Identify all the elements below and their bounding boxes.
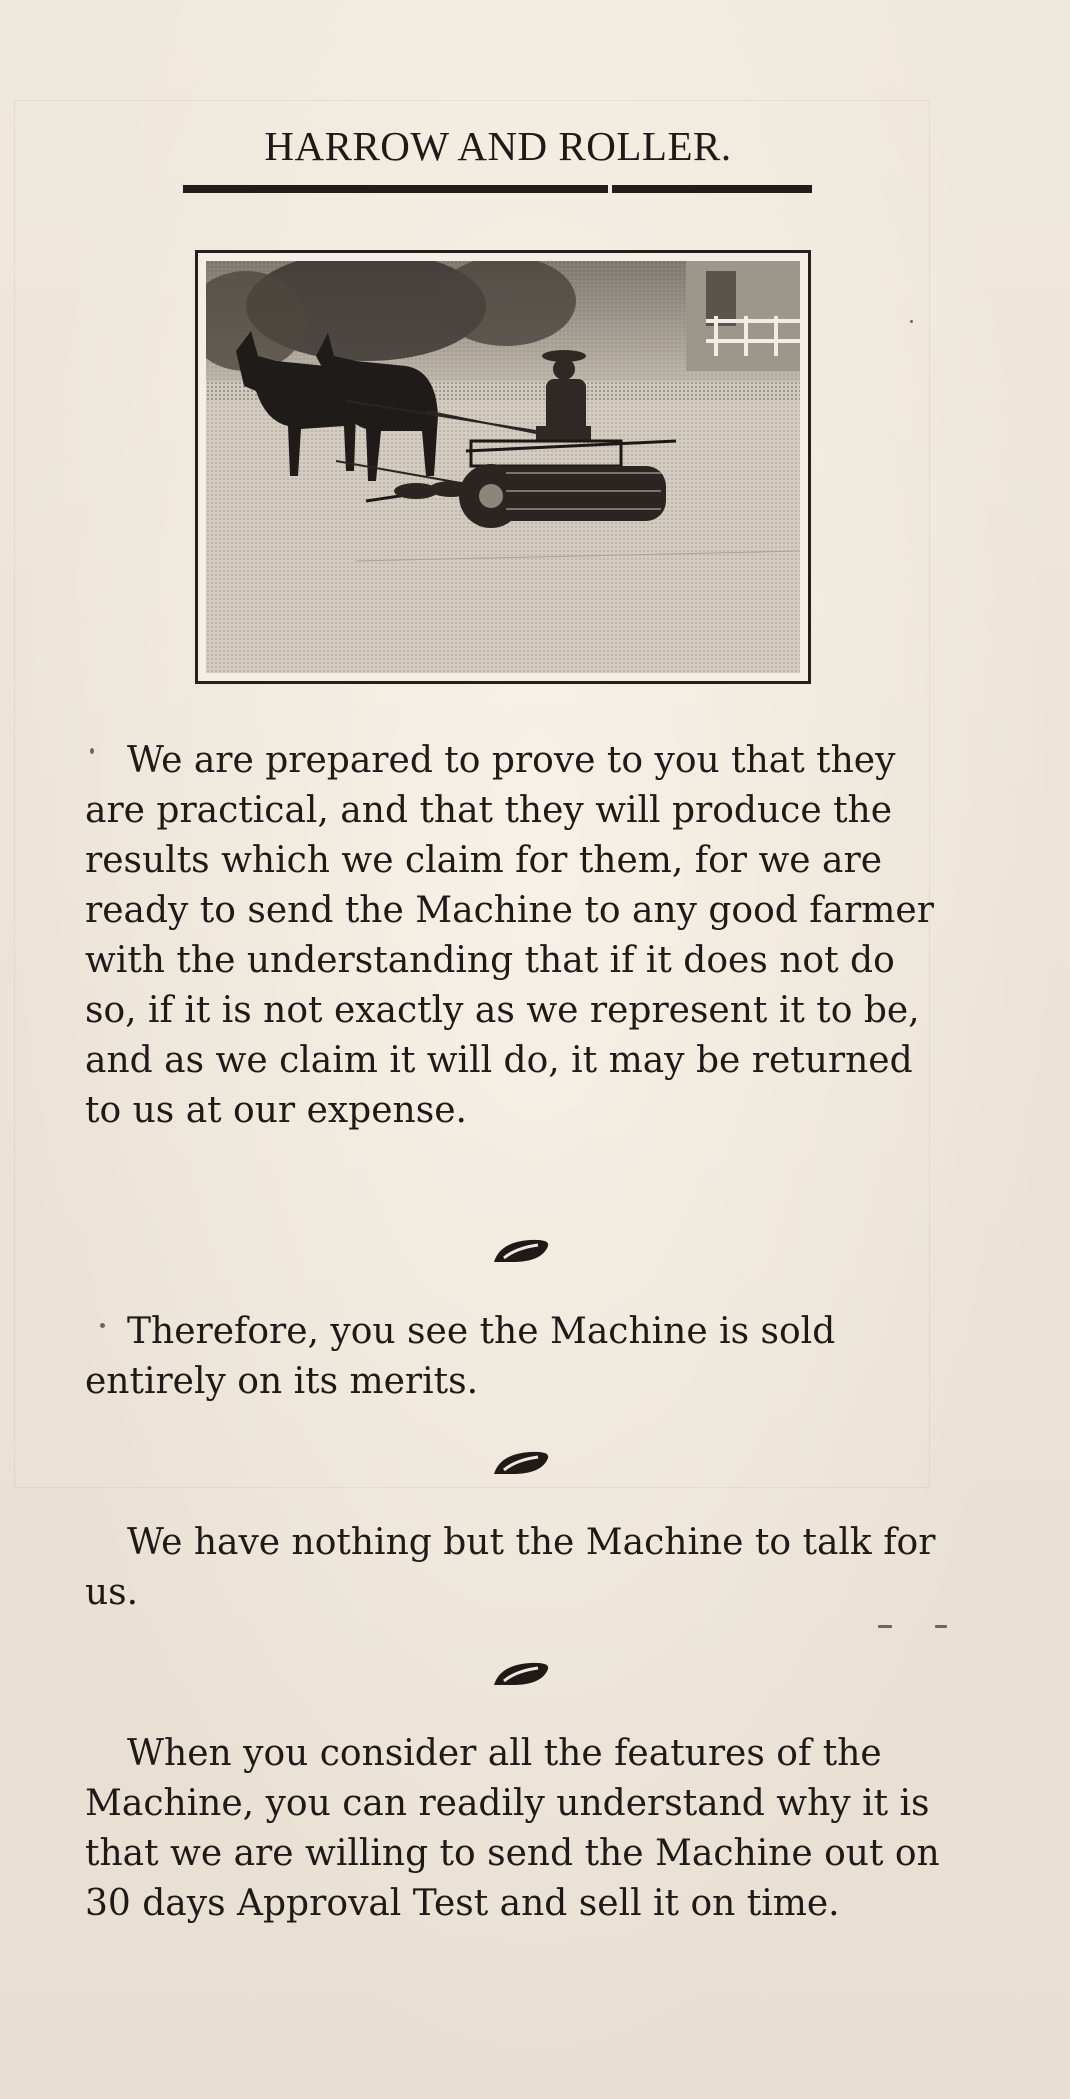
print-speck <box>935 1625 947 1628</box>
paragraph-4-text: When you consider all the features of the Machine, you can readily understand why it is that we are willing to send the Machine out on 30 days Approval Test and sell it on time. <box>85 1733 940 1924</box>
print-speck <box>90 748 94 754</box>
paragraph-1-text: We are prepared to prove to you that they are practical, and that they will produce the results which we claim for them, for we are ready to send the Machine to any good farmer with the understanding that if it does not do so, if it is not exactly as we represent it to be, and as we claim it will do, it may be returned to us at our expense. <box>85 740 934 1131</box>
leaf-ornament-icon <box>490 1448 552 1478</box>
paragraph-4 <box>85 1729 945 1929</box>
paragraph-2-text: Therefore, you see the Machine is sold entirely on its merits. <box>85 1311 836 1402</box>
title-rule-left <box>183 185 608 193</box>
harrow-photo-frame <box>195 250 811 684</box>
paragraph-2 <box>85 1307 945 1407</box>
leaf-ornament-icon <box>490 1659 552 1689</box>
paragraph-1 <box>85 736 945 1136</box>
page-title: HARROW AND ROLLER. <box>264 123 732 169</box>
leaf-ornament-icon <box>490 1236 552 1266</box>
harrow-photo <box>206 261 800 673</box>
print-speck <box>100 1323 105 1328</box>
print-speck <box>878 1625 892 1628</box>
paragraph-3 <box>85 1518 945 1618</box>
paragraph-3-text: We have nothing but the Machine to talk for us. <box>85 1522 936 1613</box>
title-rule-right <box>612 185 812 193</box>
print-speck <box>910 320 913 323</box>
